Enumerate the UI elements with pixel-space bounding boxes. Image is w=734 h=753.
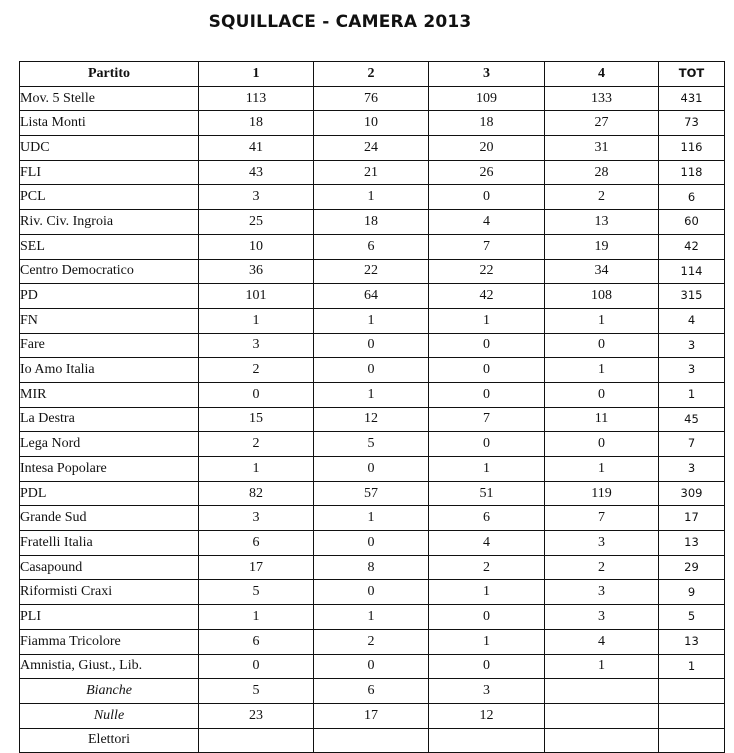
section-1-votes: 0	[199, 654, 314, 679]
party-name: Fratelli Italia	[20, 531, 199, 556]
section-4-votes	[545, 728, 659, 753]
party-name: Casapound	[20, 555, 199, 580]
party-name: Intesa Popolare	[20, 457, 199, 482]
section-2-votes: 0	[314, 457, 429, 482]
footer-row	[20, 679, 725, 704]
total-votes: 309	[659, 481, 725, 506]
section-2-votes: 0	[314, 358, 429, 383]
section-4-votes: 4	[545, 629, 659, 654]
section-3-votes: 1	[429, 308, 545, 333]
section-4-votes: 19	[545, 234, 659, 259]
section-1-votes: 1	[199, 457, 314, 482]
section-3-votes	[429, 728, 545, 753]
section-3-votes: 1	[429, 629, 545, 654]
section-1-votes: 1	[199, 308, 314, 333]
section-2-votes: 2	[314, 629, 429, 654]
total-votes: 3	[659, 457, 725, 482]
section-2-votes: 1	[314, 382, 429, 407]
section-4-votes: 119	[545, 481, 659, 506]
section-4-votes	[545, 679, 659, 704]
total-votes: 45	[659, 407, 725, 432]
total-votes	[659, 703, 725, 728]
section-2-votes: 8	[314, 555, 429, 580]
table-row	[20, 210, 725, 235]
section-1-votes: 101	[199, 284, 314, 309]
party-name: PCL	[20, 185, 199, 210]
section-2-votes	[314, 728, 429, 753]
section-4-votes: 7	[545, 506, 659, 531]
table-row	[20, 654, 725, 679]
party-name: Io Amo Italia	[20, 358, 199, 383]
section-1-votes: 10	[199, 234, 314, 259]
total-votes: 1	[659, 654, 725, 679]
section-1-votes: 3	[199, 333, 314, 358]
section-2-votes: 21	[314, 160, 429, 185]
section-2-votes: 76	[314, 86, 429, 111]
section-1-votes: 17	[199, 555, 314, 580]
table-row	[20, 86, 725, 111]
section-3-votes: 12	[429, 703, 545, 728]
section-2-votes: 1	[314, 185, 429, 210]
section-3-votes: 2	[429, 555, 545, 580]
footer-label: Nulle	[20, 703, 199, 728]
section-3-votes: 0	[429, 432, 545, 457]
section-3-votes: 51	[429, 481, 545, 506]
total-votes: 3	[659, 358, 725, 383]
section-1-votes: 3	[199, 506, 314, 531]
total-votes: 6	[659, 185, 725, 210]
table-row	[20, 259, 725, 284]
section-2-votes: 24	[314, 136, 429, 161]
header-party: Partito	[20, 62, 199, 87]
party-name: La Destra	[20, 407, 199, 432]
party-name: FLI	[20, 160, 199, 185]
table-row	[20, 308, 725, 333]
table-row	[20, 234, 725, 259]
section-4-votes: 1	[545, 457, 659, 482]
section-4-votes: 3	[545, 580, 659, 605]
total-votes: 13	[659, 629, 725, 654]
section-3-votes: 3	[429, 679, 545, 704]
section-4-votes: 2	[545, 185, 659, 210]
header-section-3: 3	[429, 62, 545, 87]
document-title: SQUILLACE - CAMERA 2013	[208, 12, 472, 32]
total-votes: 17	[659, 506, 725, 531]
footer-row	[20, 728, 725, 753]
party-name: PLI	[20, 605, 199, 630]
total-votes: 5	[659, 605, 725, 630]
section-3-votes: 6	[429, 506, 545, 531]
section-2-votes: 0	[314, 333, 429, 358]
section-2-votes: 10	[314, 111, 429, 136]
table-row	[20, 358, 725, 383]
section-4-votes: 133	[545, 86, 659, 111]
party-name: UDC	[20, 136, 199, 161]
table-row	[20, 432, 725, 457]
party-name: Riv. Civ. Ingroia	[20, 210, 199, 235]
section-4-votes: 1	[545, 654, 659, 679]
party-name: SEL	[20, 234, 199, 259]
section-4-votes: 13	[545, 210, 659, 235]
section-2-votes: 17	[314, 703, 429, 728]
section-4-votes: 0	[545, 382, 659, 407]
section-1-votes: 6	[199, 629, 314, 654]
section-1-votes: 6	[199, 531, 314, 556]
section-3-votes: 26	[429, 160, 545, 185]
total-votes: 9	[659, 580, 725, 605]
table-row	[20, 481, 725, 506]
header-row	[20, 62, 725, 87]
section-4-votes: 3	[545, 531, 659, 556]
section-1-votes: 113	[199, 86, 314, 111]
section-4-votes: 2	[545, 555, 659, 580]
total-votes: 7	[659, 432, 725, 457]
section-2-votes: 57	[314, 481, 429, 506]
section-2-votes: 0	[314, 580, 429, 605]
party-name: Mov. 5 Stelle	[20, 86, 199, 111]
section-2-votes: 1	[314, 506, 429, 531]
total-votes	[659, 728, 725, 753]
section-1-votes: 23	[199, 703, 314, 728]
section-4-votes: 28	[545, 160, 659, 185]
section-3-votes: 22	[429, 259, 545, 284]
party-name: Riformisti Craxi	[20, 580, 199, 605]
section-2-votes: 0	[314, 531, 429, 556]
section-1-votes: 15	[199, 407, 314, 432]
total-votes: 114	[659, 259, 725, 284]
table-row	[20, 284, 725, 309]
section-4-votes: 11	[545, 407, 659, 432]
section-4-votes	[545, 703, 659, 728]
footer-label: Bianche	[20, 679, 199, 704]
section-2-votes: 5	[314, 432, 429, 457]
section-3-votes: 0	[429, 358, 545, 383]
section-4-votes: 108	[545, 284, 659, 309]
table-row	[20, 555, 725, 580]
section-3-votes: 4	[429, 531, 545, 556]
section-1-votes: 3	[199, 185, 314, 210]
section-2-votes: 22	[314, 259, 429, 284]
section-3-votes: 42	[429, 284, 545, 309]
section-3-votes: 7	[429, 407, 545, 432]
section-3-votes: 0	[429, 185, 545, 210]
section-1-votes	[199, 728, 314, 753]
table-row	[20, 629, 725, 654]
section-3-votes: 20	[429, 136, 545, 161]
section-1-votes: 2	[199, 358, 314, 383]
party-name: PDL	[20, 481, 199, 506]
section-1-votes: 0	[199, 382, 314, 407]
total-votes: 13	[659, 531, 725, 556]
total-votes	[659, 679, 725, 704]
table-row	[20, 111, 725, 136]
table-row	[20, 457, 725, 482]
table-row	[20, 160, 725, 185]
section-4-votes: 34	[545, 259, 659, 284]
party-name: Lista Monti	[20, 111, 199, 136]
total-votes: 73	[659, 111, 725, 136]
party-name: MIR	[20, 382, 199, 407]
section-3-votes: 1	[429, 457, 545, 482]
table-row	[20, 531, 725, 556]
footer-row	[20, 703, 725, 728]
results-table	[19, 61, 725, 753]
section-2-votes: 0	[314, 654, 429, 679]
section-2-votes: 1	[314, 605, 429, 630]
total-votes: 3	[659, 333, 725, 358]
section-3-votes: 0	[429, 382, 545, 407]
section-1-votes: 1	[199, 605, 314, 630]
total-votes: 1	[659, 382, 725, 407]
section-1-votes: 25	[199, 210, 314, 235]
section-1-votes: 36	[199, 259, 314, 284]
total-votes: 118	[659, 160, 725, 185]
party-name: PD	[20, 284, 199, 309]
header-section-1: 1	[199, 62, 314, 87]
section-4-votes: 27	[545, 111, 659, 136]
section-4-votes: 0	[545, 432, 659, 457]
party-name: Fiamma Tricolore	[20, 629, 199, 654]
total-votes: 431	[659, 86, 725, 111]
table-row	[20, 407, 725, 432]
table-row	[20, 605, 725, 630]
section-2-votes: 6	[314, 234, 429, 259]
section-4-votes: 0	[545, 333, 659, 358]
header-total: TOT	[659, 62, 725, 87]
section-2-votes: 12	[314, 407, 429, 432]
table-row	[20, 136, 725, 161]
total-votes: 315	[659, 284, 725, 309]
table-row	[20, 333, 725, 358]
party-name: Fare	[20, 333, 199, 358]
party-name: Lega Nord	[20, 432, 199, 457]
section-1-votes: 82	[199, 481, 314, 506]
section-1-votes: 5	[199, 580, 314, 605]
section-3-votes: 1	[429, 580, 545, 605]
table-row	[20, 185, 725, 210]
section-3-votes: 0	[429, 605, 545, 630]
section-1-votes: 5	[199, 679, 314, 704]
section-3-votes: 4	[429, 210, 545, 235]
section-3-votes: 0	[429, 333, 545, 358]
section-4-votes: 31	[545, 136, 659, 161]
section-2-votes: 18	[314, 210, 429, 235]
section-4-votes: 1	[545, 308, 659, 333]
section-4-votes: 1	[545, 358, 659, 383]
section-2-votes: 64	[314, 284, 429, 309]
section-1-votes: 41	[199, 136, 314, 161]
section-3-votes: 18	[429, 111, 545, 136]
section-1-votes: 43	[199, 160, 314, 185]
party-name: FN	[20, 308, 199, 333]
total-votes: 4	[659, 308, 725, 333]
header-section-4: 4	[545, 62, 659, 87]
section-3-votes: 7	[429, 234, 545, 259]
table-row	[20, 382, 725, 407]
footer-label: Elettori	[20, 728, 199, 753]
section-3-votes: 109	[429, 86, 545, 111]
total-votes: 42	[659, 234, 725, 259]
section-3-votes: 0	[429, 654, 545, 679]
section-2-votes: 6	[314, 679, 429, 704]
total-votes: 60	[659, 210, 725, 235]
table-row	[20, 506, 725, 531]
table-row	[20, 580, 725, 605]
section-2-votes: 1	[314, 308, 429, 333]
section-1-votes: 2	[199, 432, 314, 457]
total-votes: 116	[659, 136, 725, 161]
section-1-votes: 18	[199, 111, 314, 136]
header-section-2: 2	[314, 62, 429, 87]
party-name: Centro Democratico	[20, 259, 199, 284]
section-4-votes: 3	[545, 605, 659, 630]
party-name: Amnistia, Giust., Lib.	[20, 654, 199, 679]
total-votes: 29	[659, 555, 725, 580]
party-name: Grande Sud	[20, 506, 199, 531]
